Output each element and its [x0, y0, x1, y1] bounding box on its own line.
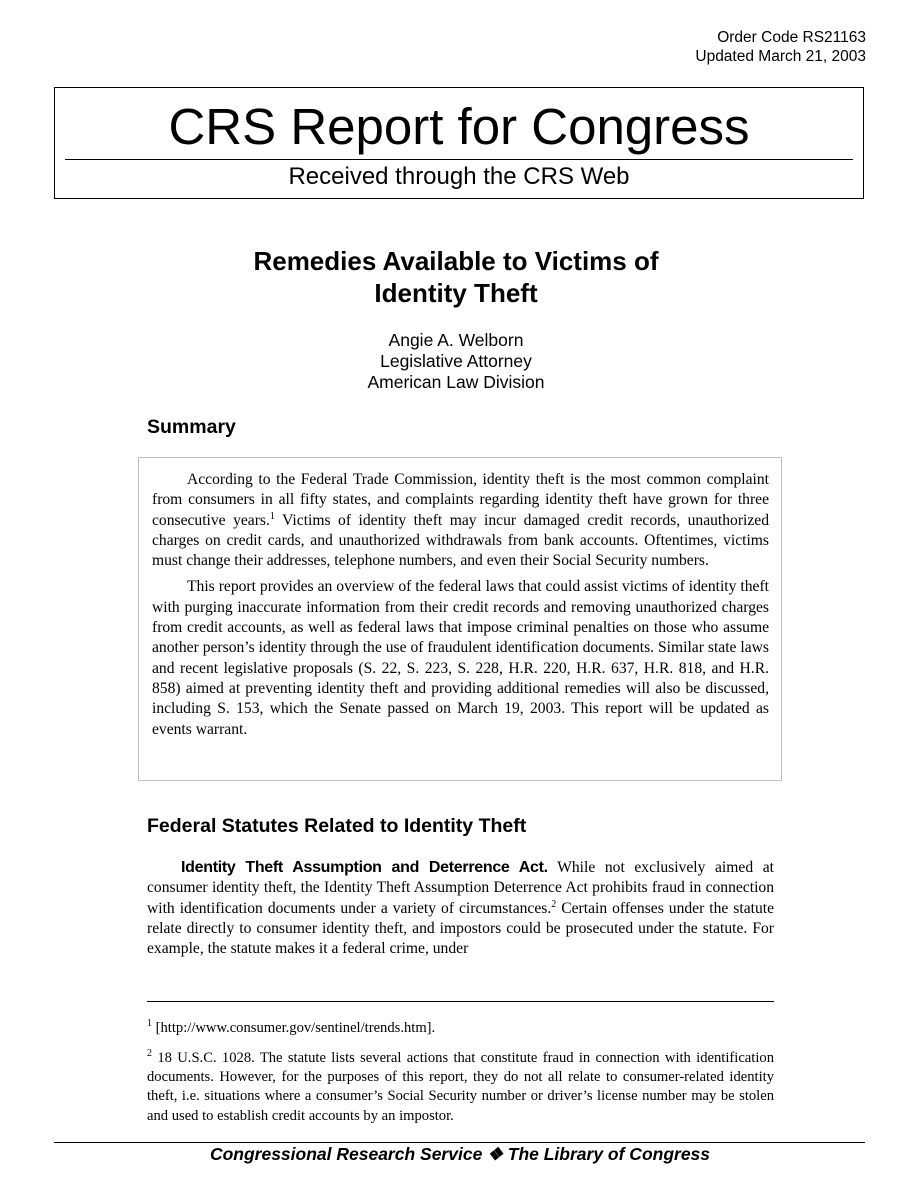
- order-code-block: [695, 28, 866, 66]
- banner-divider: [65, 159, 853, 160]
- footer-separator-icon: ❖: [487, 1144, 503, 1164]
- footnote-ref-1[interactable]: 1: [269, 510, 275, 522]
- footnote-divider: [147, 1001, 774, 1002]
- summary-box: [138, 457, 782, 781]
- runin-heading: Identity Theft Assumption and Deterrence Act.: [181, 859, 548, 876]
- footnote-2: [147, 1049, 774, 1126]
- summary-paragraph-2: This report provides an overview of the federal laws that could assist victims of identity theft with purging inaccurate information from their credit records and removing unauthorized charges from credit accounts, as well as federal laws that impose criminal penalties on those who assume another person’s identity through the use of fraudulent identification documents. Similar state laws and recent legislative proposals (S. 22, S. 223, S. 228, H.R. 220, H.R. 637, H.R. 818, and H.R. 858) aimed at preventing identity theft and providing additional remedies will also be discussed, including S. 153, which the Senate passed on March 19, 2003. This report will be updated as events warrant.: [152, 578, 769, 738]
- crs-banner: [54, 87, 864, 199]
- footnote-2-number: 2: [147, 1048, 152, 1060]
- report-title-line1: Remedies Available to Victims of: [253, 246, 659, 276]
- footnote-1: [147, 1019, 774, 1038]
- order-code: Order Code RS21163: [717, 29, 866, 46]
- author-name: Angie A. Welborn: [388, 330, 524, 350]
- section-paragraph: [147, 858, 774, 959]
- footnote-1-text[interactable]: [http://www.consumer.gov/sentinel/trends.htm].: [152, 1020, 436, 1036]
- summary-p1-text-a: According to the Federal Trade Commission, identity theft is the most common complaint from consumers in all fifty states, and complaints regarding identity theft have grown for three consecutive years.: [152, 471, 769, 529]
- summary-p1-text-b: Victims of identity theft may incur damaged credit records, unauthorized charges on credit cards, and unauthorized withdrawals from bank accounts. Oftentimes, victims must change their addresses, telephone numbers, and even their Social Security numbers.: [152, 511, 769, 570]
- section-text-b: Certain offenses under the statute relate directly to consumer identity theft, and impostors could be prosecuted under the statute. For example, the statute makes it a federal crime, under: [147, 899, 775, 958]
- section-heading: Federal Statutes Related to Identity Theft: [147, 815, 527, 837]
- author-title: Legislative Attorney: [380, 351, 532, 371]
- page-footer: [0, 1143, 920, 1165]
- author-division: American Law Division: [367, 372, 545, 392]
- footer-right: The Library of Congress: [507, 1144, 711, 1164]
- summary-paragraph-1: [152, 470, 769, 571]
- author-block: [0, 330, 912, 393]
- summary-heading: Summary: [147, 416, 236, 438]
- report-title-line2: Identity Theft: [374, 278, 538, 308]
- footer-left: Congressional Research Service: [209, 1144, 483, 1164]
- section-text-a: While not exclusively aimed at consumer identity theft, the Identity Theft Assumption Deterrence Act prohibits fraud in connection with identification documents under a variety of circumstances.: [147, 859, 774, 917]
- report-title: [0, 245, 912, 309]
- footnote-2-text: 18 U.S.C. 1028. The statute lists several actions that constitute fraud in connection with identification documents. However, for the purposes of this report, they do not all relate to consumer-related identity theft, i.e. situations where a consumer’s Social Security number or driver’s license number may be stolen and used to establish credit accounts by an impostor.: [147, 1050, 774, 1124]
- footnote-ref-2[interactable]: 2: [551, 898, 557, 910]
- banner-title: CRS Report for Congress: [168, 98, 750, 155]
- updated-date: Updated March 21, 2003: [695, 48, 866, 65]
- banner-subtitle: Received through the CRS Web: [288, 163, 630, 190]
- footnote-1-number: 1: [147, 1018, 152, 1030]
